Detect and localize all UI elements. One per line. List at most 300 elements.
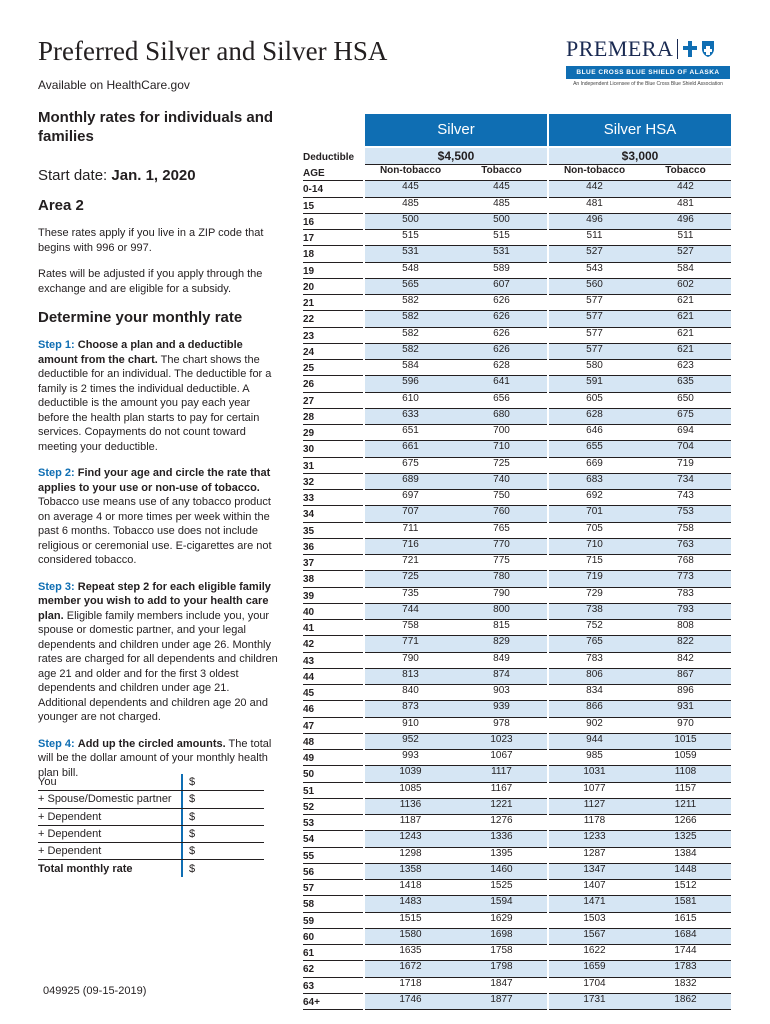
rate-cell: 531 — [402, 246, 419, 258]
rate-group — [549, 246, 731, 262]
rate-cell: 1862 — [674, 993, 697, 1005]
rate-cell: 750 — [493, 490, 510, 501]
rate-group — [549, 588, 731, 604]
age-cell: 45 — [303, 685, 363, 701]
table-row — [303, 409, 731, 425]
rate-group — [365, 523, 547, 539]
rate-cell: 1580 — [399, 928, 422, 940]
rate-group — [549, 994, 731, 1010]
rate-cell: 700 — [493, 425, 510, 436]
rate-group — [549, 393, 731, 409]
rate-group — [549, 815, 731, 831]
rate-cell: 500 — [493, 213, 510, 225]
rate-cell: 952 — [402, 733, 419, 745]
rate-cell: 944 — [586, 733, 603, 745]
rate-cell: 829 — [493, 636, 510, 648]
age-cell: 34 — [303, 506, 363, 522]
age-cell: 21 — [303, 295, 363, 311]
rate-cell: 711 — [402, 522, 419, 534]
age-cell: 22 — [303, 311, 363, 327]
rate-group — [549, 295, 731, 311]
bill-row-you[interactable] — [38, 774, 264, 791]
rate-cell: 1266 — [674, 815, 697, 826]
rate-group — [549, 230, 731, 246]
table-row — [303, 555, 731, 571]
rate-group — [365, 880, 547, 896]
rates-heading: Monthly rates for individuals and families — [38, 109, 274, 145]
rate-group — [549, 279, 731, 295]
rate-group — [549, 181, 731, 197]
step-1-bold: Choose a plan and a deductible amount from the chart. — [38, 339, 243, 366]
rate-group — [549, 198, 731, 214]
age-cell: 40 — [303, 604, 363, 620]
rate-cell: 1067 — [490, 750, 513, 761]
rate-group — [549, 539, 731, 555]
rate-cell: 582 — [402, 343, 419, 355]
rate-cell: 734 — [677, 473, 694, 485]
table-row — [303, 961, 731, 977]
rate-cell: 873 — [402, 701, 419, 713]
age-cell: 42 — [303, 636, 363, 652]
rate-cell: 910 — [402, 717, 419, 729]
rate-group — [549, 620, 731, 636]
rate-cell: 773 — [677, 571, 694, 583]
table-row — [303, 360, 731, 376]
rate-cell: 442 — [677, 181, 694, 193]
age-cell: 57 — [303, 880, 363, 896]
rate-cell: 763 — [677, 538, 694, 550]
rate-cell: 626 — [493, 343, 510, 355]
rate-cell: 1460 — [490, 863, 513, 875]
table-row — [303, 311, 731, 327]
bill-row-label: + Dependent — [38, 845, 102, 858]
rate-group — [549, 376, 731, 392]
rate-group — [365, 474, 547, 490]
logo-band: BLUE CROSS BLUE SHIELD OF ALASKA — [566, 66, 730, 79]
rate-group — [365, 636, 547, 652]
rate-cell: 515 — [493, 230, 510, 241]
rate-cell: 511 — [586, 230, 603, 241]
rate-cell: 716 — [402, 538, 419, 550]
bill-row-dependent[interactable] — [38, 826, 264, 843]
rate-group — [549, 441, 731, 457]
deductible-silver: $4,500 — [365, 148, 547, 165]
zip-note: These rates apply if you live in a ZIP code that begins with 996 or 997. — [38, 227, 264, 254]
rate-cell: 1157 — [674, 782, 697, 794]
rate-group — [549, 961, 731, 977]
plan-header-row — [303, 114, 731, 146]
age-cell: 58 — [303, 896, 363, 912]
age-cell: 52 — [303, 799, 363, 815]
rate-cell: 704 — [677, 441, 694, 453]
rate-cell: 626 — [493, 295, 510, 306]
rate-group — [365, 766, 547, 782]
rate-group — [365, 555, 547, 571]
rate-group — [549, 913, 731, 929]
rate-cell: 1407 — [583, 880, 606, 891]
step-1-text: The chart shows the deductible for an individual. The deductible for a family is 2 times the individual deductible. A deductible is the amount you pay each year before the health plan starts to pay for certain services. Copayments do not count toward meeting your deductible. — [38, 353, 272, 453]
rate-cell: 694 — [677, 425, 694, 436]
age-cell: 33 — [303, 490, 363, 506]
table-row — [303, 523, 731, 539]
logo-wordmark: PREMERA — [566, 36, 674, 61]
rate-cell: 607 — [493, 278, 510, 290]
rate-cell: 1594 — [490, 896, 513, 908]
rate-group — [365, 344, 547, 360]
bill-divider — [181, 774, 183, 790]
rate-cell: 628 — [586, 408, 603, 420]
table-row — [303, 604, 731, 620]
step-4-text: The total will be the dollar amount of your monthly health plan bill. — [38, 737, 272, 779]
bill-row-label: You — [38, 776, 57, 789]
rate-group — [549, 880, 731, 896]
table-row — [303, 945, 731, 961]
plan-silver: Silver — [365, 114, 547, 146]
age-cell: 16 — [303, 214, 363, 230]
rate-cell: 729 — [586, 587, 603, 599]
age-cell: 26 — [303, 376, 363, 392]
table-row — [303, 246, 731, 262]
age-cell: 54 — [303, 831, 363, 847]
rate-cell: 1704 — [583, 977, 606, 989]
bill-row-total[interactable] — [38, 860, 264, 876]
age-cell: 31 — [303, 458, 363, 474]
rate-cell: 790 — [493, 587, 510, 599]
rate-group — [365, 376, 547, 392]
rate-cell: 1418 — [399, 880, 422, 891]
table-row — [303, 880, 731, 896]
rate-cell: 939 — [493, 701, 510, 713]
rate-cell: 610 — [402, 392, 419, 404]
rate-cell: 1127 — [583, 798, 606, 810]
rate-cell: 1684 — [674, 928, 697, 940]
bill-row-label: + Dependent — [38, 810, 102, 823]
subsidy-note: Rates will be adjusted if you apply through the exchange and are eligible for a subsidy. — [38, 268, 263, 295]
rate-cell: 1758 — [490, 945, 513, 956]
rate-group — [549, 653, 731, 669]
rate-group — [365, 896, 547, 912]
rate-cell: 738 — [586, 603, 603, 615]
table-row — [303, 929, 731, 945]
step-2-bold: Find your age and circle the rate that applies to your use or non-use of tobacco. — [38, 467, 271, 494]
rate-cell: 1039 — [399, 766, 422, 778]
step-1-label: Step 1: — [38, 339, 75, 351]
header-spacer — [303, 114, 363, 146]
rate-group — [549, 636, 731, 652]
rate-cell: 760 — [493, 506, 510, 518]
rate-cell: 527 — [677, 246, 694, 258]
table-row — [303, 506, 731, 522]
rate-cell: 515 — [402, 230, 419, 241]
rate-cell: 866 — [586, 701, 603, 713]
rate-cell: 1635 — [399, 945, 422, 956]
rate-cell: 584 — [677, 262, 694, 274]
rate-cell: 577 — [586, 311, 603, 323]
rate-cell: 485 — [402, 197, 419, 209]
table-row — [303, 344, 731, 360]
age-cell: 49 — [303, 750, 363, 766]
age-cell: 28 — [303, 409, 363, 425]
area-heading: Area 2 — [38, 197, 84, 214]
rate-cell: 496 — [677, 213, 694, 225]
rate-group — [365, 799, 547, 815]
bill-row-dependent[interactable] — [38, 809, 264, 826]
rate-cell: 758 — [677, 522, 694, 534]
rate-cell: 1877 — [490, 993, 513, 1005]
rate-cell: 1221 — [490, 798, 513, 810]
rate-cell: 874 — [493, 668, 510, 680]
rate-cell: 719 — [586, 571, 603, 583]
age-cell: 41 — [303, 620, 363, 636]
table-row — [303, 181, 731, 197]
start-date — [38, 167, 278, 184]
rate-cell: 577 — [586, 343, 603, 355]
rate-group — [365, 701, 547, 717]
rate-cell: 1581 — [674, 896, 697, 908]
currency-sign: $ — [189, 845, 196, 858]
rate-group — [549, 864, 731, 880]
bill-worksheet — [38, 774, 264, 877]
rate-group — [365, 506, 547, 522]
rate-group — [365, 263, 547, 279]
table-row — [303, 214, 731, 230]
age-cell: 64+ — [303, 994, 363, 1010]
rate-group — [365, 783, 547, 799]
rate-cell: 1233 — [583, 831, 606, 843]
rate-cell: 1512 — [674, 880, 697, 891]
rate-cell: 1243 — [399, 831, 422, 843]
deductible-row — [303, 148, 731, 165]
rate-group — [549, 344, 731, 360]
rate-group — [549, 490, 731, 506]
step-3 — [38, 580, 278, 725]
rate-cell: 783 — [586, 652, 603, 664]
rate-cell: 646 — [586, 425, 603, 436]
rate-cell: 1525 — [490, 880, 513, 891]
rate-cell: 765 — [493, 522, 510, 534]
rate-cell: 1847 — [490, 977, 513, 989]
rate-group — [549, 896, 731, 912]
silver-hsa-subheaders — [549, 165, 731, 181]
rate-cell: 1744 — [674, 945, 697, 956]
rate-group — [365, 945, 547, 961]
age-cell: 19 — [303, 263, 363, 279]
table-row — [303, 734, 731, 750]
rate-cell: 970 — [677, 717, 694, 729]
rate-group — [549, 425, 731, 441]
deductible-silver-hsa: $3,000 — [549, 148, 731, 165]
rate-group — [365, 328, 547, 344]
currency-sign: $ — [189, 793, 196, 806]
rate-group — [365, 230, 547, 246]
rate-group — [365, 620, 547, 636]
rate-group — [365, 409, 547, 425]
rate-cell: 867 — [677, 668, 694, 680]
rate-cell: 1698 — [490, 928, 513, 940]
rate-group — [365, 490, 547, 506]
table-row — [303, 588, 731, 604]
age-cell: 39 — [303, 588, 363, 604]
rate-cell: 683 — [586, 473, 603, 485]
rate-cell: 902 — [586, 717, 603, 729]
table-row — [303, 848, 731, 864]
table-row — [303, 831, 731, 847]
rate-cell: 765 — [586, 636, 603, 648]
rate-cell: 591 — [586, 376, 603, 388]
rate-cell: 1832 — [674, 977, 697, 989]
rate-group — [365, 425, 547, 441]
age-cell: 46 — [303, 701, 363, 717]
rate-cell: 707 — [402, 506, 419, 518]
age-cell: 53 — [303, 815, 363, 831]
rate-cell: 481 — [586, 197, 603, 209]
age-cell: 44 — [303, 669, 363, 685]
rate-cell: 815 — [493, 620, 510, 631]
table-row — [303, 896, 731, 912]
rate-cell: 753 — [677, 506, 694, 518]
rate-group — [365, 913, 547, 929]
currency-sign: $ — [189, 862, 196, 875]
rate-cell: 735 — [402, 587, 419, 599]
age-cell: 59 — [303, 913, 363, 929]
rate-cell: 1515 — [399, 912, 422, 924]
rate-cell: 985 — [586, 750, 603, 761]
rate-cell: 633 — [402, 408, 419, 420]
age-cell: 55 — [303, 848, 363, 864]
step-4-bold: Add up the circled amounts. — [77, 737, 226, 750]
age-cell: 61 — [303, 945, 363, 961]
rate-cell: 834 — [586, 685, 603, 696]
rate-cell: 602 — [677, 278, 694, 290]
age-column-header: AGE — [303, 165, 363, 181]
rate-cell: 1211 — [674, 798, 697, 810]
table-row — [303, 718, 731, 734]
rate-group — [549, 506, 731, 522]
determine-rate-heading: Determine your monthly rate — [38, 309, 243, 326]
rate-cell: 790 — [402, 652, 419, 664]
age-cell: 43 — [303, 653, 363, 669]
rate-cell: 582 — [402, 327, 419, 339]
rate-group — [365, 198, 547, 214]
age-cell: 51 — [303, 783, 363, 799]
rate-cell: 903 — [493, 685, 510, 696]
rate-group — [365, 848, 547, 864]
rate-cell: 577 — [586, 327, 603, 339]
age-cell: 0-14 — [303, 181, 363, 197]
rate-group — [365, 734, 547, 750]
age-cell: 36 — [303, 539, 363, 555]
bill-total-label: Total monthly rate — [38, 862, 133, 875]
age-cell: 30 — [303, 441, 363, 457]
rate-cell: 626 — [493, 327, 510, 339]
age-cell: 63 — [303, 978, 363, 994]
step-2-label: Step 2: — [38, 467, 75, 479]
table-row — [303, 669, 731, 685]
table-row — [303, 701, 731, 717]
table-row — [303, 978, 731, 994]
table-row — [303, 571, 731, 587]
table-row — [303, 636, 731, 652]
step-1 — [38, 338, 278, 454]
rate-cell: 1178 — [583, 815, 606, 826]
rate-cell: 1031 — [583, 766, 606, 778]
age-cell: 50 — [303, 766, 363, 782]
rate-group — [365, 978, 547, 994]
step-3-text: Eligible family members include you, your spouse or domestic partner, and your legal dependents and children under age 26. Monthly rates are charged for all dependents and children age 21 and older and for the first 3 oldest dependents and children under age 21. Additional dependents and children age 20 and younger are not charged. — [38, 609, 278, 723]
rate-cell: 849 — [493, 652, 510, 664]
table-row — [303, 685, 731, 701]
rate-cell: 582 — [402, 295, 419, 306]
rate-cell: 1395 — [490, 847, 513, 859]
table-row — [303, 750, 731, 766]
rate-cell: 669 — [586, 457, 603, 469]
rate-group — [549, 750, 731, 766]
rate-group — [549, 783, 731, 799]
rate-cell: 740 — [493, 473, 510, 485]
rate-group — [365, 571, 547, 587]
rate-cell: 813 — [402, 668, 419, 680]
rate-group — [549, 945, 731, 961]
rate-cell: 655 — [586, 441, 603, 453]
rate-cell: 931 — [677, 701, 694, 713]
rate-group — [365, 214, 547, 230]
rate-group — [365, 685, 547, 701]
rate-cell: 442 — [586, 181, 603, 193]
rate-cell: 800 — [493, 603, 510, 615]
rate-group — [365, 181, 547, 197]
rate-group — [549, 799, 731, 815]
rate-cell: 582 — [402, 311, 419, 323]
rate-group — [365, 458, 547, 474]
rate-group — [365, 929, 547, 945]
rate-group — [365, 441, 547, 457]
rate-cell: 710 — [493, 441, 510, 453]
rate-cell: 651 — [402, 425, 419, 436]
rate-cell: 1298 — [399, 847, 422, 859]
rate-cell: 589 — [493, 262, 510, 274]
rate-table — [303, 114, 731, 1010]
rate-cell: 1471 — [583, 896, 606, 908]
rate-group — [549, 978, 731, 994]
bill-row-dependent[interactable] — [38, 843, 264, 860]
rate-cell: 1085 — [399, 782, 422, 794]
premera-logo — [566, 36, 730, 87]
rate-cell: 1384 — [674, 847, 697, 859]
rate-cell: 1325 — [674, 831, 697, 843]
rate-cell: 641 — [493, 376, 510, 388]
rate-cell: 697 — [402, 490, 419, 501]
subheader-non-tobacco: Non-tobacco — [379, 165, 442, 176]
rate-group — [549, 929, 731, 945]
rate-cell: 1567 — [583, 928, 606, 940]
age-cell: 48 — [303, 734, 363, 750]
deductible-label: Deductible — [303, 152, 355, 163]
rate-group — [549, 523, 731, 539]
rate-group — [365, 360, 547, 376]
rate-group — [549, 328, 731, 344]
bill-row-spouse[interactable] — [38, 791, 264, 808]
rate-group — [365, 669, 547, 685]
rate-cell: 719 — [677, 457, 694, 469]
availability-note: Available on HealthCare.gov — [38, 78, 190, 92]
rate-cell: 1798 — [490, 961, 513, 973]
rate-group — [549, 831, 731, 847]
rate-cell: 621 — [677, 295, 694, 306]
rate-cell: 743 — [677, 490, 694, 501]
table-row — [303, 458, 731, 474]
table-row — [303, 441, 731, 457]
rate-cell: 1023 — [490, 733, 513, 745]
